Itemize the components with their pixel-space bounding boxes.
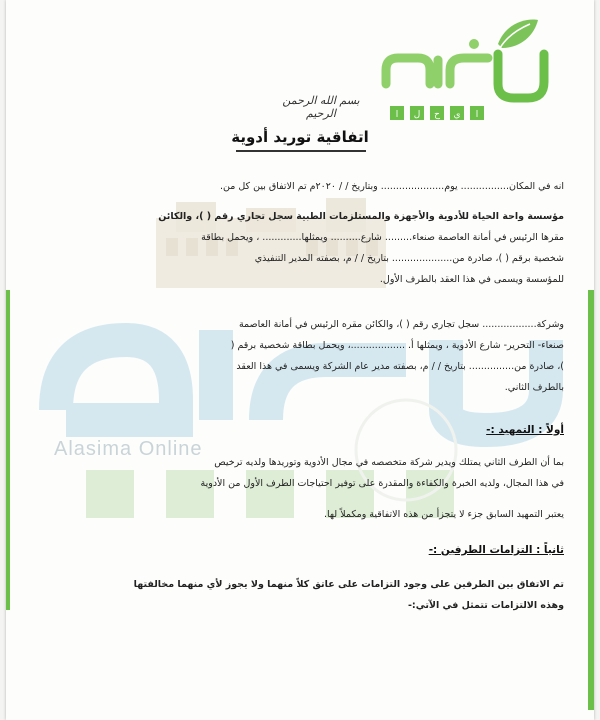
logo-letter: ي — [453, 110, 461, 120]
basmala: بسم الله الرحمن الرحيم — [282, 94, 360, 120]
party-one-line: مؤسسة واحة الحياة للأدوية والأجهزة والمستلزمات الطبية سجل تجاري رقم ( )، والكائن — [158, 211, 564, 222]
section-one-line: في هذا المجال، ولديه الخبرة والكفاءة والمقدرة على توفير احتياجات الطرف الأول من الأدوية — [200, 478, 564, 489]
section-one-line: بما أن الطرف الثاني يمتلك ويدير شركة متخصصه في مجال الأدوية وتوريدها ولديه ترخيص — [214, 457, 564, 468]
logo-letter: ا — [475, 110, 479, 120]
section-one-heading: أولاً : التمهيد :- — [486, 424, 564, 436]
party-one-line: للمؤسسة ويسمى في هذا العقد بالطرف الأول. — [379, 274, 564, 285]
title-underline — [236, 150, 366, 152]
section-two-heading: ثانياً : التزامات الطرفين :- — [428, 544, 564, 556]
logo-letter: ح — [434, 110, 440, 120]
document-title: اتفاقية توريد أدوية — [231, 128, 369, 146]
left-accent-bar — [6, 290, 10, 610]
section-two-body — [44, 574, 564, 616]
section-one-body — [44, 452, 564, 525]
right-accent-bar — [588, 290, 594, 710]
logo-letter: ا — [395, 110, 399, 120]
intro-paragraph — [44, 176, 564, 197]
party-one-line: مقرها الرئيس في أمانة العاصمة صنعاء......... شارع.......... ويمثلها............. ، ويحمل بطاقة — [201, 232, 564, 243]
document-page — [6, 0, 594, 720]
section-two-line: تم الاتفاق بين الطرفين على وجود التزامات على عاتق كلاً منهما ولا يجوز لأي منهما مخالفتها — [133, 579, 564, 590]
party-one-paragraph — [44, 206, 564, 290]
watermark-text: Alasima Online — [54, 438, 203, 460]
section-two-line: وهذه الالتزامات تتمثل في الآتي:- — [407, 600, 564, 611]
party-two-line: صنعاء- التحرير- شارع الأدوية ، ويمثلها أ. ..................، ويحمل بطاقة شخصية برقم ( — [230, 340, 564, 351]
waha-logo-icon — [378, 14, 558, 134]
party-two-line: )، صادرة من............... بتاريخ / / م، بصفته مدير عام الشركة ويسمى في هذا العقد — [236, 361, 564, 372]
party-one-line: شخصية برقم ( )، صادرة من.................... بتاريخ / / م، بصفته المدير التنفيذي — [254, 253, 564, 264]
party-two-paragraph — [44, 314, 564, 398]
logo-letter: ل — [413, 110, 421, 120]
party-two-line: وشركة.................. سجل تجاري رقم ( )، والكائن مقره الرئيس في أمانة العاصمة — [238, 319, 564, 330]
party-two-line: بالطرف الثاني. — [504, 382, 564, 393]
section-one-line: يعتبر التمهيد السابق جزء لا يتجزأ من هذه الاتفاقية ومكملاً لها. — [324, 509, 564, 520]
intro-line: انه في المكان................ يوم..................... وبتاريخ / / ٢٠٢٠م تم الاتفاق بين كل من. — [220, 181, 564, 192]
